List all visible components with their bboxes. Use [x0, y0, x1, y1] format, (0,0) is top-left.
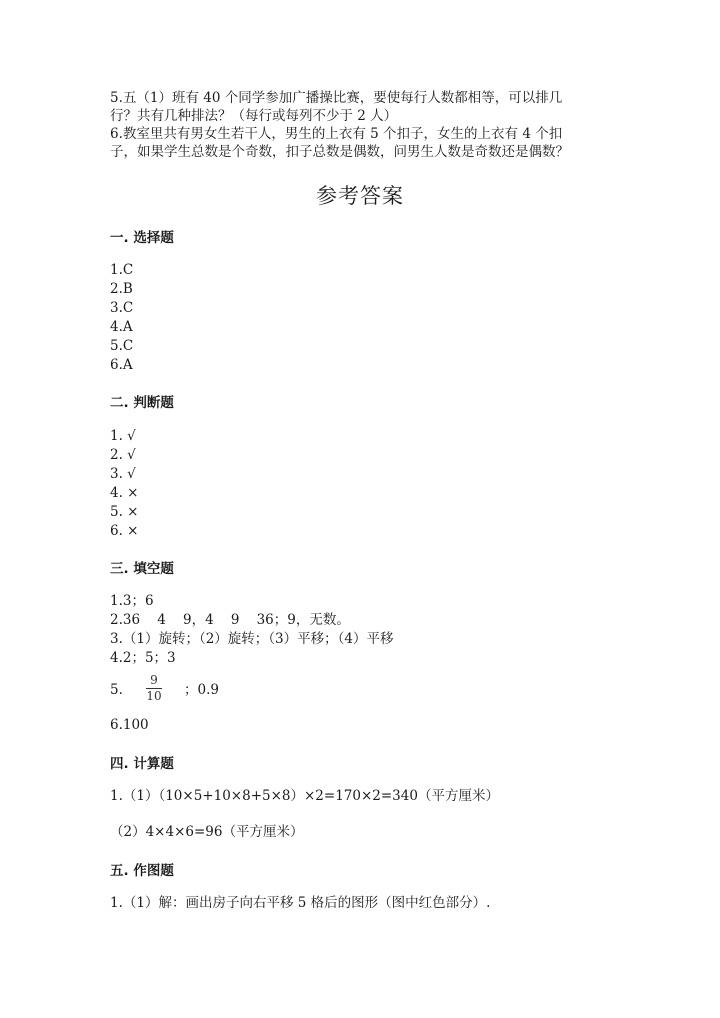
fill-answer-4: 4.2；5；3	[110, 650, 176, 666]
judge-answer-5: 5. ×	[110, 504, 139, 520]
choice-answer-5: 5.C	[110, 338, 134, 354]
section-heading-fill: 三. 填空题	[110, 561, 174, 577]
section-heading-judge: 二. 判断题	[110, 395, 174, 411]
question-6-line-2: 子，如果学生总数是个奇数，扣子总数是偶数，问男生人数是奇数还是偶数？	[110, 144, 569, 160]
judge-answer-3: 3. √	[110, 466, 136, 482]
judge-answer-4: 4. ×	[110, 485, 139, 501]
judge-answer-1: 1. √	[110, 428, 136, 444]
answer-title: 参考答案	[316, 184, 404, 208]
choice-answer-1: 1.C	[110, 262, 134, 278]
judge-answer-2: 2. √	[110, 447, 136, 463]
fill-answer-3: 3.（1）旋转；（2）旋转；（3）平移；（4）平移	[110, 631, 394, 647]
calc-answer-line-1: 1.（1）（10×5+10×8+5×8）×2=170×2=340（平方厘米）	[110, 788, 499, 804]
fraction-nine-tenths	[146, 674, 162, 703]
draw-answer-line-1: 1.（1）解：画出房子向右平移 5 格后的图形（图中红色部分）.	[110, 895, 491, 911]
fill-answer-5-decimal: ；0.9	[184, 682, 219, 698]
section-heading-calc: 四. 计算题	[110, 756, 174, 772]
fill-answer-2: 2.36 4 9，4 9 36；9，无数。	[110, 612, 350, 628]
calc-answer-line-2: （2）4×4×6=96（平方厘米）	[110, 824, 304, 840]
choice-answer-3: 3.C	[110, 300, 134, 316]
question-6-line-1: 6.教室里共有男女生若干人，男生的上衣有 5 个扣子，女生的上衣有 4 个扣	[110, 126, 563, 142]
choice-answer-6: 6.A	[110, 357, 133, 373]
section-heading-draw: 五. 作图题	[110, 863, 174, 879]
section-heading-choice: 一. 选择题	[110, 230, 174, 246]
question-5-line-2: 行？共有几种排法？（每行或每列不少于 2 人）	[110, 108, 398, 124]
fraction-denominator: 10	[146, 689, 162, 703]
fill-answer-6: 6.100	[110, 717, 149, 733]
fill-answer-1: 1.3；6	[110, 593, 154, 609]
choice-answer-4: 4.A	[110, 319, 133, 335]
choice-answer-2: 2.B	[110, 281, 133, 297]
question-5-line-1: 5.五（1）班有 40 个同学参加广播操比赛，要使每行人数都相等，可以排几	[110, 90, 563, 106]
fill-answer-5-label: 5.	[110, 682, 123, 698]
judge-answer-6: 6. ×	[110, 523, 139, 539]
fraction-numerator: 9	[150, 673, 158, 687]
